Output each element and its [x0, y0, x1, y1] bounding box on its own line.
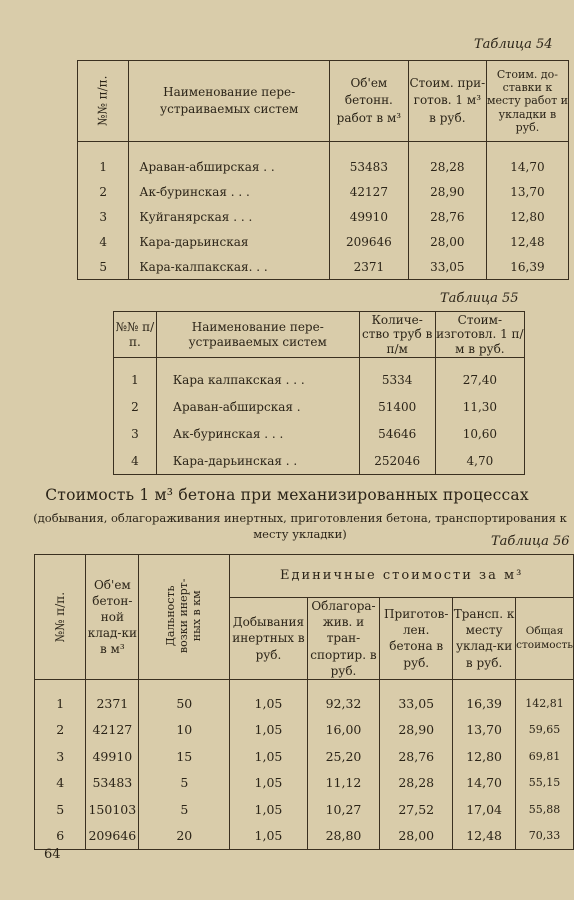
- col-header-cost-delivery: Стоим. до-ставки к месту работ и укладки в руб.: [486, 61, 568, 142]
- table-55: [113, 311, 525, 475]
- cell-cost: 27,40: [435, 358, 524, 394]
- cell-transport: 14,70: [453, 769, 516, 796]
- cell-num: 5: [35, 796, 86, 823]
- cell-refining: 11,12: [307, 769, 380, 796]
- cell-name: Кара калпакская . . .: [156, 358, 359, 394]
- cell-num: 3: [78, 204, 129, 229]
- page-number: 64: [44, 847, 61, 862]
- table-row: [78, 142, 569, 180]
- cell-volume: 42127: [86, 716, 139, 743]
- table-row: [35, 743, 574, 770]
- col-header-group: Единичные стоимости за м³: [230, 555, 574, 598]
- cell-total: 70,33: [516, 822, 574, 849]
- cell-qty: 252046: [359, 447, 435, 475]
- cell-volume: 2371: [329, 254, 408, 280]
- col-header-num: №№ п/п.: [114, 312, 157, 358]
- cell-volume: 2371: [86, 679, 139, 716]
- cell-refining: 16,00: [307, 716, 380, 743]
- col-header-total: Общая стоимость: [516, 598, 574, 680]
- cell-cost-delivery: 14,70: [486, 142, 568, 180]
- cell-num: 2: [78, 179, 129, 204]
- cell-distance: 5: [139, 769, 230, 796]
- cell-mining: 1,05: [230, 716, 307, 743]
- cell-total: 142,81: [516, 679, 574, 716]
- section-heading: Стоимость 1 м³ бетона при механизированных процессах: [45, 486, 529, 504]
- cell-cost-prep: 28,90: [408, 179, 486, 204]
- table-row: [35, 716, 574, 743]
- cell-distance: 5: [139, 796, 230, 823]
- table-row: [114, 420, 525, 447]
- table-56: [34, 554, 574, 850]
- cell-volume: 53483: [329, 142, 408, 180]
- cell-cost-delivery: 13,70: [486, 179, 568, 204]
- col-header-volume: Об'ем бетон-ной клад-ки в м³: [86, 555, 139, 680]
- cell-mining: 1,05: [230, 743, 307, 770]
- cell-cost-prep: 28,28: [408, 142, 486, 180]
- cell-num: 1: [114, 358, 157, 394]
- cell-volume: 150103: [86, 796, 139, 823]
- col-header-qty: Количе-ство труб в п/м: [359, 312, 435, 358]
- cell-name: Араван-абширская .: [156, 393, 359, 420]
- cell-num: 4: [78, 229, 129, 254]
- cell-volume: 49910: [329, 204, 408, 229]
- cell-transport: 13,70: [453, 716, 516, 743]
- cell-name: Ак-буринская . . .: [156, 420, 359, 447]
- cell-transport: 16,39: [453, 679, 516, 716]
- cell-volume: 53483: [86, 769, 139, 796]
- cell-cost: 4,70: [435, 447, 524, 475]
- cell-num: 5: [78, 254, 129, 280]
- cell-num: 6: [35, 822, 86, 849]
- cell-num: 1: [35, 679, 86, 716]
- cell-name: Кара-дарьинская . .: [156, 447, 359, 475]
- cell-num: 1: [78, 142, 129, 180]
- cell-cost-prep: 28,00: [408, 229, 486, 254]
- cell-distance: 20: [139, 822, 230, 849]
- table-56-caption: Таблица 56: [491, 534, 570, 549]
- cell-transport: 12,80: [453, 743, 516, 770]
- cell-cost: 11,30: [435, 393, 524, 420]
- col-header-refining: Облагора-жив. и тран-спортир. в руб.: [307, 598, 380, 680]
- cell-cost-prep: 33,05: [408, 254, 486, 280]
- table-55-caption: Таблица 55: [440, 291, 519, 306]
- table-row: [78, 179, 569, 204]
- col-header-mining: Добывания инертных в руб.: [230, 598, 307, 680]
- cell-num: 4: [114, 447, 157, 475]
- cell-distance: 50: [139, 679, 230, 716]
- cell-qty: 54646: [359, 420, 435, 447]
- cell-volume: 49910: [86, 743, 139, 770]
- cell-prep: 27,52: [380, 796, 453, 823]
- cell-total: 59,65: [516, 716, 574, 743]
- cell-volume: 209646: [86, 822, 139, 849]
- cell-refining: 25,20: [307, 743, 380, 770]
- cell-name: Куйганярская . . .: [129, 204, 330, 229]
- col-header-name: Наименование пере-устраиваемых систем: [129, 61, 330, 142]
- col-header-transport: Трансп. к месту уклад-ки в руб.: [453, 598, 516, 680]
- cell-volume: 42127: [329, 179, 408, 204]
- col-header-prep: Приготов-лен. бетона в руб.: [380, 598, 453, 680]
- table-row: [35, 822, 574, 849]
- col-header-cost-prep: Стоим. при-готов. 1 м³ в руб.: [408, 61, 486, 142]
- cell-name: Кара-дарьинская: [129, 229, 330, 254]
- cell-name: Араван-абширская . .: [129, 142, 330, 180]
- cell-refining: 10,27: [307, 796, 380, 823]
- table-54: [77, 60, 569, 280]
- table-row: [78, 204, 569, 229]
- col-header-cost: Стоим-изготовл. 1 п/м в руб.: [436, 312, 524, 356]
- cell-name: Кара-калпакская. . .: [129, 254, 330, 280]
- cell-total: 69,81: [516, 743, 574, 770]
- table-row: [35, 769, 574, 796]
- cell-mining: 1,05: [230, 769, 307, 796]
- col-header-volume: Об'ем бетонн. работ в м³: [329, 61, 408, 142]
- table-row: [35, 679, 574, 716]
- cell-prep: 28,76: [380, 743, 453, 770]
- cell-prep: 28,28: [380, 769, 453, 796]
- table-row: [114, 447, 525, 475]
- col-header-num: №№ п/п.: [35, 555, 86, 680]
- cell-distance: 15: [139, 743, 230, 770]
- cell-total: 55,15: [516, 769, 574, 796]
- table-row: [114, 358, 525, 394]
- cell-cost-prep: 28,76: [408, 204, 486, 229]
- cell-num: 3: [35, 743, 86, 770]
- cell-prep: 33,05: [380, 679, 453, 716]
- col-header-name: Наименование пере-устраиваемых систем: [156, 312, 359, 358]
- cell-refining: 28,80: [307, 822, 380, 849]
- cell-num: 2: [114, 393, 157, 420]
- cell-prep: 28,00: [380, 822, 453, 849]
- cell-qty: 5334: [359, 358, 435, 394]
- section-subheading: (добывания, облагораживания инертных, приготовления бетона, транспортирования к месту укладки): [33, 511, 567, 541]
- cell-mining: 1,05: [230, 822, 307, 849]
- table-row: [78, 229, 569, 254]
- cell-qty: 51400: [359, 393, 435, 420]
- cell-transport: 17,04: [453, 796, 516, 823]
- cell-volume: 209646: [329, 229, 408, 254]
- cell-transport: 12,48: [453, 822, 516, 849]
- cell-num: 4: [35, 769, 86, 796]
- cell-num: 3: [114, 420, 157, 447]
- cell-cost-delivery: 12,48: [486, 229, 568, 254]
- table-row: [78, 254, 569, 280]
- cell-num: 2: [35, 716, 86, 743]
- cell-name: Ак-буринская . . .: [129, 179, 330, 204]
- cell-distance: 10: [139, 716, 230, 743]
- table-row: [35, 796, 574, 823]
- cell-refining: 92,32: [307, 679, 380, 716]
- table-row: [114, 393, 525, 420]
- col-header-distance: Дальность возки инерт-ных в км: [139, 555, 230, 680]
- cell-mining: 1,05: [230, 679, 307, 716]
- table-54-caption: Таблица 54: [474, 37, 553, 52]
- cell-cost-delivery: 12,80: [486, 204, 568, 229]
- cell-mining: 1,05: [230, 796, 307, 823]
- cell-cost-delivery: 16,39: [486, 254, 568, 280]
- col-header-num: №№ п/п.: [78, 61, 129, 142]
- cell-cost: 10,60: [435, 420, 524, 447]
- cell-prep: 28,90: [380, 716, 453, 743]
- cell-total: 55,88: [516, 796, 574, 823]
